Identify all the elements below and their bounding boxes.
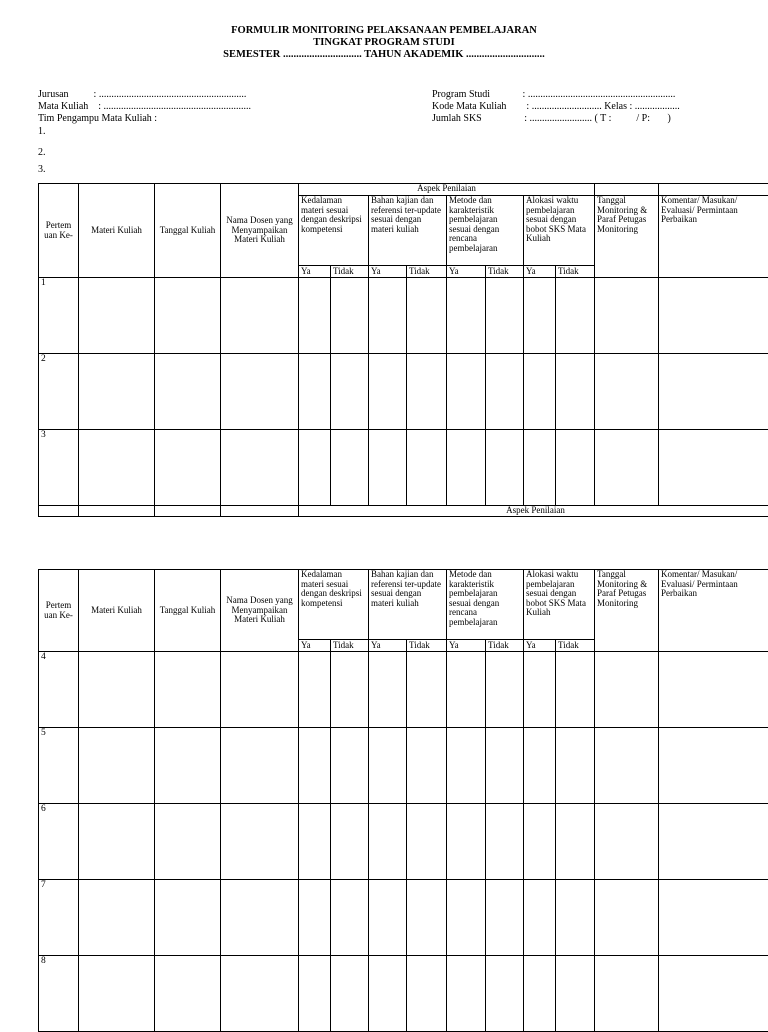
- table-row: [39, 278, 768, 354]
- header-tidak: Tidak: [407, 266, 447, 278]
- input-cell[interactable]: [447, 430, 486, 506]
- input-cell[interactable]: [221, 728, 299, 804]
- header-ya: Ya: [299, 266, 331, 278]
- input-cell[interactable]: [221, 278, 299, 354]
- input-cell[interactable]: [331, 956, 369, 1032]
- input-cell[interactable]: [299, 278, 331, 354]
- input-cell[interactable]: [299, 804, 331, 880]
- header-materi-kuliah: Materi Kuliah: [79, 184, 155, 278]
- input-cell[interactable]: [79, 956, 155, 1032]
- header-tanggal-monitoring: Tanggal Monitoring & Paraf Petugas Monitoring: [595, 570, 659, 652]
- input-cell[interactable]: [407, 728, 447, 804]
- header-bahan-kajian: Bahan kajian dan referensi ter-update sesuai dengan materi kuliah: [369, 196, 447, 266]
- monitoring-table-1: [38, 183, 768, 517]
- header-pertemuan: Pertem uan Ke-: [39, 184, 79, 278]
- input-cell[interactable]: [155, 354, 221, 430]
- table-row: [39, 956, 768, 1032]
- input-cell[interactable]: [407, 354, 447, 430]
- input-cell[interactable]: [595, 652, 659, 728]
- header-tanggal-monitoring: Tanggal Monitoring & Paraf Petugas Monitoring: [595, 196, 659, 278]
- input-cell[interactable]: [556, 804, 595, 880]
- input-cell[interactable]: [79, 804, 155, 880]
- pengampu-item-3: 3.: [38, 164, 46, 176]
- jumlah-sks-field: Jumlah SKS : ......................... ( T : / P: ): [432, 113, 671, 125]
- input-cell[interactable]: [447, 278, 486, 354]
- input-cell[interactable]: [79, 430, 155, 506]
- header-tidak: Tidak: [556, 640, 595, 652]
- input-cell[interactable]: [447, 652, 486, 728]
- input-cell[interactable]: [79, 652, 155, 728]
- mata-kuliah-field: Mata Kuliah : ...........................................................: [38, 101, 251, 113]
- header-ya: Ya: [369, 640, 407, 652]
- header-tidak: Tidak: [331, 266, 369, 278]
- input-cell[interactable]: [556, 354, 595, 430]
- input-cell[interactable]: [595, 728, 659, 804]
- input-cell[interactable]: [524, 652, 556, 728]
- header-materi-kuliah: Materi Kuliah: [79, 570, 155, 652]
- footer-blank: [221, 506, 299, 517]
- input-cell[interactable]: [299, 354, 331, 430]
- input-cell[interactable]: [407, 804, 447, 880]
- input-cell[interactable]: [556, 880, 595, 956]
- header-tanggal-kuliah: Tanggal Kuliah: [155, 570, 221, 652]
- footer-blank: [39, 506, 79, 517]
- input-cell[interactable]: [556, 652, 595, 728]
- input-cell[interactable]: [331, 278, 369, 354]
- header-ya: Ya: [299, 640, 331, 652]
- input-cell[interactable]: [79, 354, 155, 430]
- input-cell[interactable]: [486, 652, 524, 728]
- input-cell[interactable]: [369, 880, 407, 956]
- input-cell[interactable]: [486, 880, 524, 956]
- input-cell[interactable]: [407, 430, 447, 506]
- input-cell[interactable]: [659, 278, 768, 354]
- header-bahan-kajian: Bahan kajian dan referensi ter-update sesuai dengan materi kuliah: [369, 570, 447, 640]
- input-cell[interactable]: [447, 354, 486, 430]
- header-tidak: Tidak: [486, 266, 524, 278]
- row-number: 3: [39, 430, 79, 506]
- input-cell[interactable]: [221, 652, 299, 728]
- jurusan-field: Jurusan : ...........................................................: [38, 89, 246, 101]
- header-alokasi-waktu: Alokasi waktu pembelajaran sesuai dengan bobot SKS Mata Kuliah: [524, 570, 595, 640]
- input-cell[interactable]: [155, 652, 221, 728]
- input-cell[interactable]: [407, 880, 447, 956]
- input-cell[interactable]: [486, 728, 524, 804]
- input-cell[interactable]: [595, 804, 659, 880]
- input-cell[interactable]: [407, 956, 447, 1032]
- row-number: 8: [39, 956, 79, 1032]
- input-cell[interactable]: [595, 956, 659, 1032]
- input-cell[interactable]: [556, 278, 595, 354]
- input-cell[interactable]: [447, 804, 486, 880]
- tim-pengampu-label: Tim Pengampu Mata Kuliah :: [38, 113, 157, 125]
- input-cell[interactable]: [155, 278, 221, 354]
- input-cell[interactable]: [524, 728, 556, 804]
- input-cell[interactable]: [369, 430, 407, 506]
- form-title: FORMULIR MONITORING PELAKSANAAN PEMBELAJARAN: [0, 26, 768, 37]
- input-cell[interactable]: [331, 652, 369, 728]
- input-cell[interactable]: [486, 956, 524, 1032]
- table-row: [39, 804, 768, 880]
- input-cell[interactable]: [79, 880, 155, 956]
- input-cell[interactable]: [595, 430, 659, 506]
- header-aspek-penilaian: Aspek Penilaian: [299, 184, 595, 196]
- input-cell[interactable]: [299, 728, 331, 804]
- header-ya: Ya: [369, 266, 407, 278]
- input-cell[interactable]: [595, 354, 659, 430]
- input-cell[interactable]: [447, 956, 486, 1032]
- input-cell[interactable]: [659, 728, 768, 804]
- row-number: 4: [39, 652, 79, 728]
- input-cell[interactable]: [524, 804, 556, 880]
- input-cell[interactable]: [221, 880, 299, 956]
- input-cell[interactable]: [221, 804, 299, 880]
- header-metode: Metode dan karakteristik pembelajaran sesuai dengan rencana pembelajaran: [447, 570, 524, 640]
- input-cell[interactable]: [221, 354, 299, 430]
- program-studi-field: Program Studi : ...........................................................: [432, 89, 675, 101]
- input-cell[interactable]: [331, 728, 369, 804]
- input-cell[interactable]: [369, 652, 407, 728]
- footer-aspek-penilaian: Aspek Penilaian: [299, 506, 768, 517]
- header-alokasi-waktu: Alokasi waktu pembelajaran sesuai dengan bobot SKS Mata Kuliah: [524, 196, 595, 266]
- row-number: 1: [39, 278, 79, 354]
- input-cell[interactable]: [486, 354, 524, 430]
- footer-blank: [79, 506, 155, 517]
- input-cell[interactable]: [79, 278, 155, 354]
- input-cell[interactable]: [155, 880, 221, 956]
- header-blank: [595, 184, 659, 196]
- input-cell[interactable]: [299, 880, 331, 956]
- input-cell[interactable]: [524, 880, 556, 956]
- row-number: 7: [39, 880, 79, 956]
- input-cell[interactable]: [407, 278, 447, 354]
- header-tidak: Tidak: [331, 640, 369, 652]
- input-cell[interactable]: [331, 880, 369, 956]
- input-cell[interactable]: [524, 956, 556, 1032]
- header-kedalaman: Kedalaman materi sesuai dengan deskripsi kompetensi: [299, 196, 369, 266]
- input-cell[interactable]: [524, 278, 556, 354]
- input-cell[interactable]: [447, 728, 486, 804]
- row-number: 6: [39, 804, 79, 880]
- input-cell[interactable]: [659, 956, 768, 1032]
- input-cell[interactable]: [331, 354, 369, 430]
- header-ya: Ya: [447, 640, 486, 652]
- table-row: [39, 652, 768, 728]
- semester-line: SEMESTER .............................. TAHUN AKADEMIK ..............................: [0, 50, 768, 61]
- header-komentar: Komentar/ Masukan/ Evaluasi/ Permintaan Perbaikan: [659, 196, 768, 278]
- header-tidak: Tidak: [407, 640, 447, 652]
- table-row: [39, 430, 768, 506]
- input-cell[interactable]: [595, 880, 659, 956]
- input-cell[interactable]: [155, 728, 221, 804]
- input-cell[interactable]: [659, 354, 768, 430]
- header-ya: Ya: [447, 266, 486, 278]
- input-cell[interactable]: [155, 430, 221, 506]
- header-komentar: Komentar/ Masukan/ Evaluasi/ Permintaan Perbaikan: [659, 570, 768, 652]
- input-cell[interactable]: [331, 804, 369, 880]
- input-cell[interactable]: [556, 430, 595, 506]
- input-cell[interactable]: [369, 728, 407, 804]
- input-cell[interactable]: [221, 430, 299, 506]
- header-blank: [659, 184, 768, 196]
- input-cell[interactable]: [659, 430, 768, 506]
- input-cell[interactable]: [369, 278, 407, 354]
- form-subtitle: TINGKAT PROGRAM STUDI: [0, 38, 768, 49]
- input-cell[interactable]: [299, 430, 331, 506]
- input-cell[interactable]: [524, 354, 556, 430]
- header-ya: Ya: [524, 640, 556, 652]
- header-metode: Metode dan karakteristik pembelajaran sesuai dengan rencana pembelajaran: [447, 196, 524, 266]
- input-cell[interactable]: [369, 354, 407, 430]
- input-cell[interactable]: [486, 278, 524, 354]
- header-tidak: Tidak: [486, 640, 524, 652]
- input-cell[interactable]: [79, 728, 155, 804]
- input-cell[interactable]: [331, 430, 369, 506]
- pengampu-item-2: 2.: [38, 147, 46, 159]
- header-kedalaman: Kedalaman materi sesuai dengan deskripsi kompetensi: [299, 570, 369, 640]
- header-ya: Ya: [524, 266, 556, 278]
- input-cell[interactable]: [486, 804, 524, 880]
- input-cell[interactable]: [447, 880, 486, 956]
- input-cell[interactable]: [556, 728, 595, 804]
- input-cell[interactable]: [486, 430, 524, 506]
- row-number: 2: [39, 354, 79, 430]
- footer-blank: [155, 506, 221, 517]
- input-cell[interactable]: [155, 804, 221, 880]
- input-cell[interactable]: [155, 956, 221, 1032]
- input-cell[interactable]: [407, 652, 447, 728]
- row-number: 5: [39, 728, 79, 804]
- header-nama-dosen: Nama Dosen yang Menyampaikan Materi Kuliah: [221, 184, 299, 278]
- input-cell[interactable]: [659, 880, 768, 956]
- pengampu-item-1: 1.: [38, 126, 46, 138]
- header-tanggal-kuliah: Tanggal Kuliah: [155, 184, 221, 278]
- monitoring-table-2: [38, 569, 768, 1032]
- kode-mata-kuliah-field: Kode Mata Kuliah : ............................ Kelas : ..................: [432, 101, 680, 113]
- input-cell[interactable]: [299, 652, 331, 728]
- input-cell[interactable]: [524, 430, 556, 506]
- header-nama-dosen: Nama Dosen yang Menyampaikan Materi Kuliah: [221, 570, 299, 652]
- table-row: [39, 880, 768, 956]
- input-cell[interactable]: [595, 278, 659, 354]
- input-cell[interactable]: [659, 804, 768, 880]
- table-row: [39, 354, 768, 430]
- header-pertemuan: Pertem uan Ke-: [39, 570, 79, 652]
- input-cell[interactable]: [659, 652, 768, 728]
- table-row: [39, 728, 768, 804]
- input-cell[interactable]: [556, 956, 595, 1032]
- input-cell[interactable]: [221, 956, 299, 1032]
- header-tidak: Tidak: [556, 266, 595, 278]
- input-cell[interactable]: [369, 804, 407, 880]
- input-cell[interactable]: [299, 956, 331, 1032]
- input-cell[interactable]: [369, 956, 407, 1032]
